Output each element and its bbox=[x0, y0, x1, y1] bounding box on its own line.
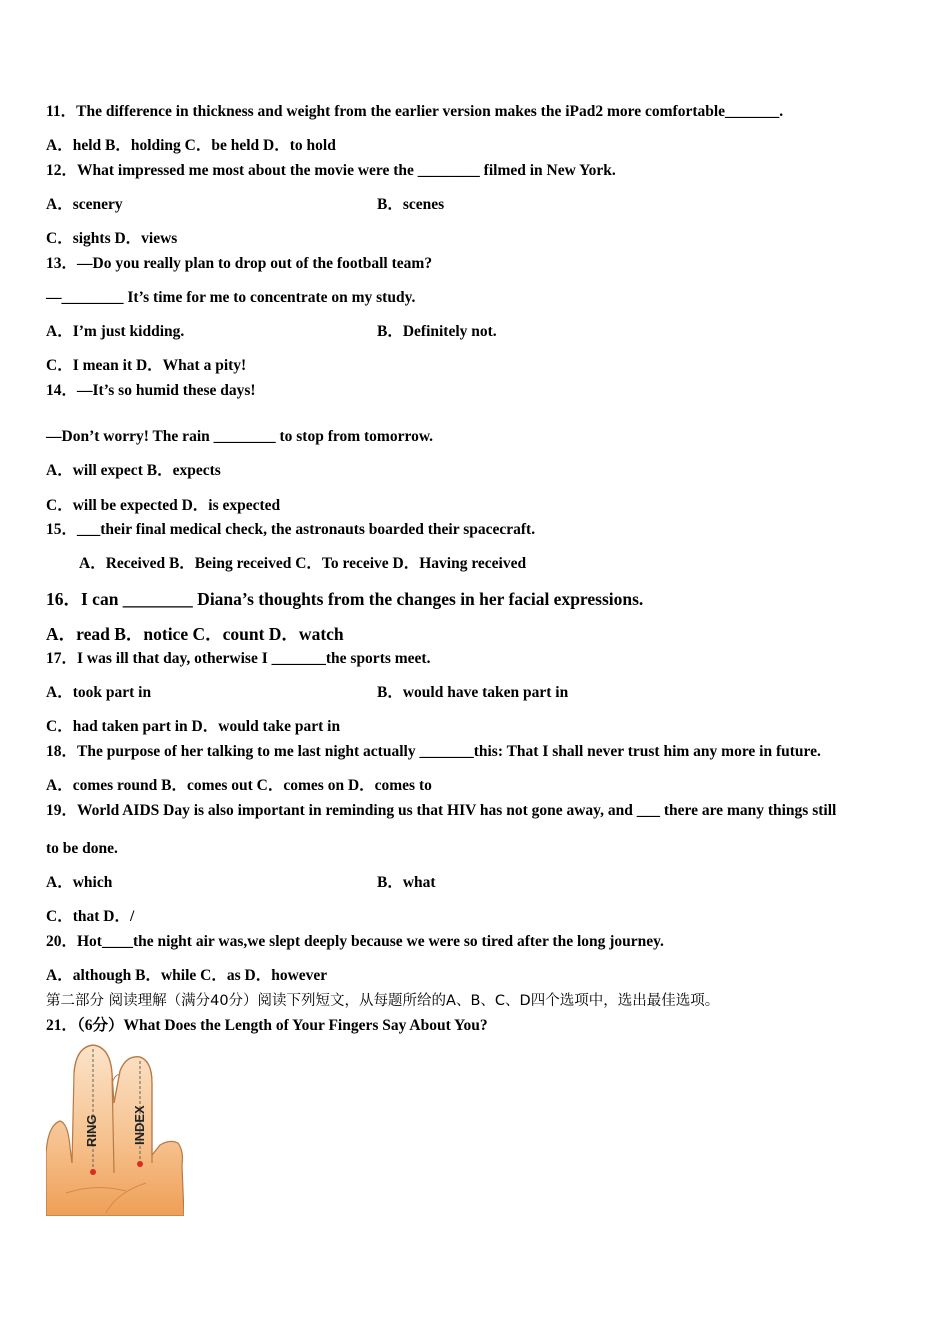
index-label: INDEX bbox=[132, 1105, 147, 1145]
q13-stem: 13．—Do you really plan to drop out of the football team? bbox=[46, 255, 433, 272]
q11-stem: 11．The difference in thickness and weight from the earlier version makes the iPad2 more comfortable_______. bbox=[46, 103, 784, 120]
q17-stem: 17．I was ill that day, otherwise I _______the sports meet. bbox=[46, 650, 431, 667]
q19-options-cd: C．that D．/ bbox=[46, 908, 135, 925]
q20-stem: 20．Hot____the night air was,we slept deeply because we were so tired after the long journey. bbox=[46, 933, 664, 950]
q20-options: A．although B．while C．as D．however bbox=[46, 967, 328, 984]
q19-stem: 19．World AIDS Day is also important in reminding us that HIV has not gone away, and ___ there are many things still bbox=[46, 802, 837, 819]
q11-options: A．held B．holding C．be held D．to hold bbox=[46, 137, 336, 154]
q17-options-cd: C．had taken part in D．would take part in bbox=[46, 718, 341, 735]
q17-options-ab bbox=[46, 683, 569, 703]
q14-options-ab: A．will expect B．expects bbox=[46, 462, 221, 479]
q13-options-cd: C．I mean it D．What a pity! bbox=[46, 357, 247, 374]
q19-options-ab bbox=[46, 873, 436, 893]
q17-option-a: A．took part in bbox=[46, 684, 152, 701]
q17-option-b: B．would have taken part in bbox=[377, 684, 569, 701]
q12-option-b: B．scenes bbox=[377, 196, 445, 213]
hand-illustration bbox=[46, 1043, 184, 1216]
q21-stem: 21．（6分）What Does the Length of Your Fingers Say About You? bbox=[46, 1017, 488, 1034]
q16-options: A．read B．notice C．count D．watch bbox=[46, 624, 344, 644]
q13-option-b: B．Definitely not. bbox=[377, 323, 497, 340]
section-2-heading: 第二部分 阅读理解（满分40分）阅读下列短文，从每题所给的A、B、C、D四个选项中，选出最佳选项。 bbox=[46, 993, 720, 1009]
q19-stem-cont: to be done. bbox=[46, 840, 118, 857]
q14-reply: —Don’t worry! The rain ________ to stop from tomorrow. bbox=[46, 428, 434, 445]
q12-options-cd: C．sights D．views bbox=[46, 230, 178, 247]
q18-stem: 18．The purpose of her talking to me last night actually _______this: That I shall never trust him any more in future. bbox=[46, 743, 821, 760]
q13-reply: —________ It’s time for me to concentrate on my study. bbox=[46, 289, 416, 306]
q15-stem: 15．___their final medical check, the astronauts boarded their spacecraft. bbox=[46, 521, 536, 538]
q19-option-a: A．which bbox=[46, 874, 113, 891]
ring-label: RING bbox=[84, 1114, 99, 1147]
q16-stem: 16．I can ________ Diana’s thoughts from the changes in her facial expressions. bbox=[46, 589, 644, 609]
q14-stem: 14．—It’s so humid these days! bbox=[46, 382, 256, 399]
q12-option-a: A．scenery bbox=[46, 196, 123, 213]
q15-options: A．Received B．Being received C．To receive D．Having received bbox=[79, 555, 527, 572]
q12-options-ab bbox=[46, 195, 445, 215]
q12-stem: 12．What impressed me most about the movie were the ________ filmed in New York. bbox=[46, 162, 616, 179]
q18-options: A．comes round B．comes out C．comes on D．comes to bbox=[46, 777, 432, 794]
q13-option-a: A．I’m just kidding. bbox=[46, 323, 185, 340]
q19-option-b: B．what bbox=[377, 874, 436, 891]
q14-options-cd: C．will be expected D．is expected bbox=[46, 497, 281, 514]
q13-options-ab bbox=[46, 322, 497, 342]
